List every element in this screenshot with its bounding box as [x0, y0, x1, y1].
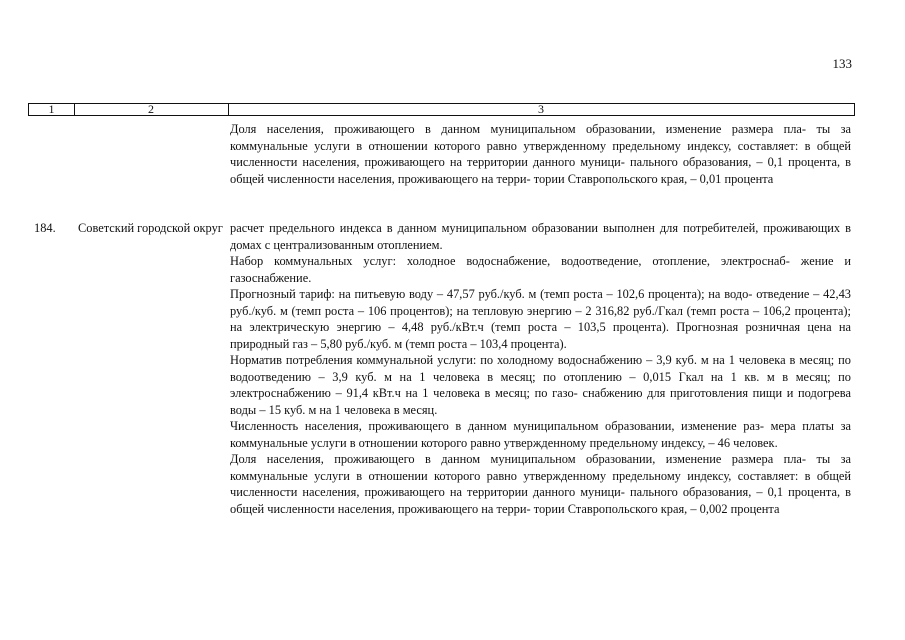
entry-municipality-name [78, 220, 224, 237]
text-line: 2 316,82 руб./Гкал (темп роста – 106,2 процента); на электрическую энергию – 4,48 руб./кВт.ч [230, 303, 851, 334]
table-header-col-1: 1 [29, 104, 75, 115]
text-line: мера платы за коммунальные услуги в отношении которого равно утвержденному предельному [230, 419, 852, 450]
text-line: Прогнозный тариф: на питьевую воду – 47,57 руб./куб. м (темп роста – 102,6 процента); на водо- [230, 287, 753, 301]
text-line: (темп роста – 103,5 процента). Прогнозная розничная цена на природный газ – 5,80 руб./куб. м [230, 320, 851, 351]
text-line: снабжению для приготовления пищи и подогрева воды – 15 куб. м на 1 человека в месяц. [230, 386, 851, 417]
table-header-col-3: 3 [538, 102, 544, 116]
text-line: (темп роста – 103,4 процента). [405, 336, 567, 351]
entry-number: 184. [34, 221, 56, 235]
text-line: жение и газоснабжение. [230, 254, 851, 285]
text-line: Доля населения, проживающего в данном муниципальном образовании, изменение размера пла- [230, 452, 807, 466]
text-line: индексу, – 46 человек. [661, 435, 778, 450]
text-line: тории Ставропольского края, – 0,002 процента [533, 501, 780, 516]
entry-paragraph-population-share [230, 451, 851, 517]
text-line: Норматив потребления коммунальной услуги: по холодному водоснабжению – 3,9 куб. м на [230, 353, 725, 367]
entry-paragraph-tariffs [230, 286, 851, 352]
entry-description [230, 220, 851, 517]
previous-entry-paragraph [230, 121, 851, 187]
text-line: Численность населения, проживающего в данном муниципальном образовании, изменение раз- [230, 419, 764, 433]
text-line: Набор коммунальных услуг: холодное водоснабжение, водоотведение, отопление, электроснаб- [230, 254, 790, 268]
entry-paragraph-scope [230, 220, 851, 253]
text-line: отведение – 42,43 руб./куб. м (темп роста – 106 процентов); на тепловую энергию – [230, 287, 851, 318]
text-line: пального образования, – 0,1 процента, в общей численности населения, проживающего на терри- [230, 155, 851, 186]
text-line: расчет предельного индекса в данном муниципальном образовании выполнен для потребителей, [230, 221, 759, 235]
text-line: тории Ставропольского края, – 0,01 процента [533, 171, 774, 186]
entry-name-line: округ [193, 221, 223, 235]
table-header-col-2: 2 [74, 104, 229, 115]
page-number: 133 [832, 56, 852, 71]
text-line: ты за коммунальные услуги в отношении которого равно утвержденному предельному индексу, [230, 452, 851, 483]
text-line: 1 человека в месяц; по водоотведению – 3,9 куб. м на 1 человека в месяц; по отоплению – [230, 353, 852, 384]
text-line: проживающих в домах с централизованным отоплением. [230, 221, 851, 252]
text-line: составляет: в общей численности населения, проживающего на территории данного муници- [230, 138, 852, 169]
text-line: составляет: в общей численности населения, проживающего на территории данного муници- [230, 468, 852, 499]
entry-paragraph-services [230, 253, 851, 286]
text-line: 0,015 Гкал на 1 кв. м в месяц; по электроснабжению – 91,4 кВт.ч на 1 человека в месяц; по газо- [230, 369, 851, 400]
entry-paragraph-norms [230, 352, 851, 418]
text-line: Доля населения, проживающего в данном муниципальном образовании, изменение размера пла- [230, 122, 807, 136]
text-line: ты за коммунальные услуги в отношении которого равно утвержденному предельному индексу, [230, 122, 851, 153]
table-header-row [28, 103, 855, 116]
text-line: пального образования, – 0,1 процента, в общей численности населения, проживающего на терри- [230, 485, 851, 516]
entry-name-line: Советский городской [78, 221, 191, 235]
entry-paragraph-population-count [230, 418, 851, 451]
previous-entry-text [230, 121, 851, 187]
